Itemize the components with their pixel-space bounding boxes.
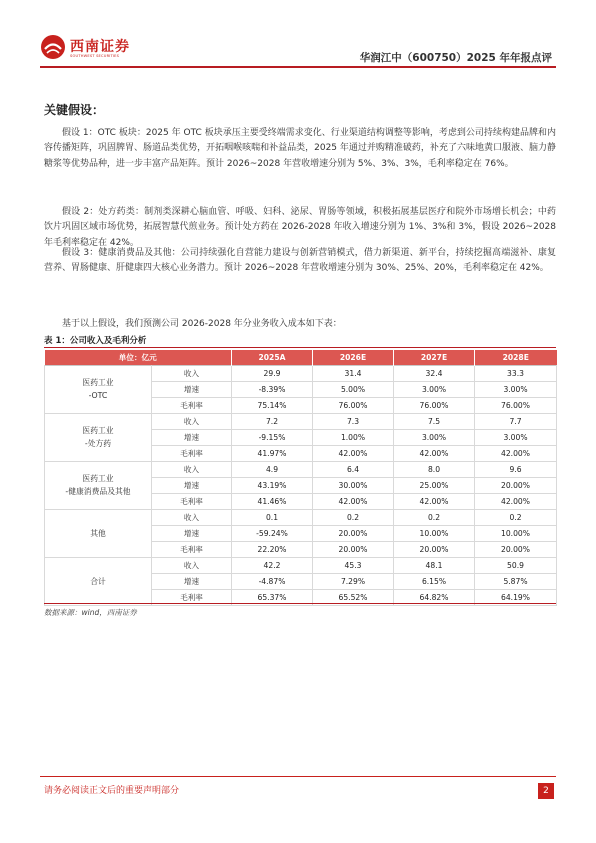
value-cell: 30.00% — [313, 477, 394, 493]
footer-disclaimer: 请务必阅读正文后的重要声明部分 — [44, 786, 180, 796]
data-source-note: 数据来源：wind，西南证券 — [44, 608, 137, 617]
value-cell: 7.29% — [313, 573, 394, 589]
revenue-margin-table — [44, 350, 557, 606]
value-cell: 7.7 — [475, 413, 557, 429]
year-header: 2027E — [394, 350, 475, 365]
value-cell: 29.9 — [232, 365, 313, 381]
value-cell: 7.2 — [232, 413, 313, 429]
value-cell: 6.15% — [394, 573, 475, 589]
value-cell: 3.00% — [475, 429, 557, 445]
value-cell: 45.3 — [313, 557, 394, 573]
value-cell: 43.19% — [232, 477, 313, 493]
value-cell: 42.00% — [313, 445, 394, 461]
value-cell: 8.0 — [394, 461, 475, 477]
value-cell: -9.15% — [232, 429, 313, 445]
logo-mark-icon — [40, 34, 66, 60]
logo-subtext: SOUTHWEST SECURITIES — [70, 54, 120, 58]
value-cell: 42.00% — [394, 493, 475, 509]
segment-label-line: -处方药 — [84, 439, 112, 448]
value-cell: -8.39% — [232, 381, 313, 397]
metric-label: 收入 — [152, 461, 232, 477]
metric-label: 毛利率 — [152, 493, 232, 509]
table-bottom-rule — [44, 603, 556, 604]
table-row — [45, 413, 557, 429]
segment-label — [45, 461, 152, 509]
metric-label: 收入 — [152, 365, 232, 381]
value-cell: 76.00% — [475, 397, 557, 413]
report-title: 华润江中（600750）2025 年年报点评 — [359, 52, 552, 64]
value-cell: 7.3 — [313, 413, 394, 429]
value-cell: 41.97% — [232, 445, 313, 461]
value-cell: 75.14% — [232, 397, 313, 413]
value-cell: 20.00% — [313, 525, 394, 541]
value-cell: 9.6 — [475, 461, 557, 477]
value-cell: 10.00% — [394, 525, 475, 541]
value-cell: 32.4 — [394, 365, 475, 381]
segment-label — [45, 557, 152, 605]
year-header: 2028E — [475, 350, 557, 365]
segment-label-line: 医药工业 — [82, 426, 114, 435]
value-cell: 64.19% — [475, 589, 557, 605]
value-cell: 0.1 — [232, 509, 313, 525]
table-top-rule — [44, 347, 556, 348]
value-cell: 33.3 — [475, 365, 557, 381]
value-cell: 6.4 — [313, 461, 394, 477]
value-cell: -4.87% — [232, 573, 313, 589]
value-cell: 31.4 — [313, 365, 394, 381]
value-cell: 48.1 — [394, 557, 475, 573]
section-title: 关键假设： — [44, 103, 105, 117]
metric-label: 收入 — [152, 509, 232, 525]
company-logo — [40, 30, 140, 66]
value-cell: 0.2 — [313, 509, 394, 525]
value-cell: 3.00% — [394, 429, 475, 445]
metric-label: 增速 — [152, 477, 232, 493]
table-row — [45, 509, 557, 525]
metric-label: 增速 — [152, 381, 232, 397]
value-cell: 4.9 — [232, 461, 313, 477]
table-row — [45, 557, 557, 573]
value-cell: 20.00% — [394, 541, 475, 557]
segment-label-line: 医药工业 — [82, 474, 114, 483]
value-cell: 42.00% — [313, 493, 394, 509]
value-cell: 20.00% — [475, 477, 557, 493]
value-cell: 42.00% — [475, 445, 557, 461]
value-cell: 50.9 — [475, 557, 557, 573]
assumption-paragraph-2: 假设 2：处方药类：制剂类深耕心脑血管、呼吸、妇科、泌尿、胃肠等领域，积极拓展基层医疗和院外市场增长机会；中药饮片巩固区域市场优势，拓展智慧代煎业务。预计处方药在 2026-2028 年收入增速分别为 1%、3%和 3%，假设 2026~2028 年毛利率稳定在 42%。 — [44, 207, 556, 248]
segment-label — [45, 509, 152, 557]
table-row — [45, 365, 557, 381]
metric-label: 增速 — [152, 429, 232, 445]
value-cell: 0.2 — [475, 509, 557, 525]
value-cell: 7.5 — [394, 413, 475, 429]
unit-header: 单位：亿元 — [45, 350, 232, 365]
value-cell: 3.00% — [394, 381, 475, 397]
value-cell: 65.37% — [232, 589, 313, 605]
value-cell: 64.82% — [394, 589, 475, 605]
assumption-paragraph-1: 假设 1：OTC 板块：2025 年 OTC 板块承压主要受终端需求变化、行业渠道结构调整等影响，考虑到公司持续构建品牌和内容传播矩阵，巩固脾胃、肠道品类优势，开拓咽喉咳喘和补益品类，2025 年通过并购精准破药，补充了六味地黄口服液、脑力静糖浆等优势品种，进一步丰富产品矩阵。预计 2026~2028 年营收增速分别为 5%、3%、3%，毛利率稳定在 76%。 — [44, 128, 556, 169]
value-cell: 5.87% — [475, 573, 557, 589]
metric-label: 增速 — [152, 573, 232, 589]
segment-label-line: 医药工业 — [82, 378, 114, 387]
metric-label: 毛利率 — [152, 541, 232, 557]
segment-label-line: -健康消费品及其他 — [65, 487, 131, 496]
metric-label: 毛利率 — [152, 397, 232, 413]
year-header: 2026E — [313, 350, 394, 365]
value-cell: 65.52% — [313, 589, 394, 605]
metric-label: 收入 — [152, 557, 232, 573]
value-cell: 42.00% — [475, 493, 557, 509]
value-cell: 5.00% — [313, 381, 394, 397]
year-header: 2025A — [232, 350, 313, 365]
segment-label-line: 合计 — [90, 576, 106, 586]
value-cell: 20.00% — [313, 541, 394, 557]
value-cell: 1.00% — [313, 429, 394, 445]
value-cell: 42.00% — [394, 445, 475, 461]
value-cell: 76.00% — [313, 397, 394, 413]
value-cell: 10.00% — [475, 525, 557, 541]
table-row — [45, 461, 557, 477]
segment-label — [45, 413, 152, 461]
segment-label — [45, 365, 152, 413]
value-cell: 76.00% — [394, 397, 475, 413]
value-cell: 25.00% — [394, 477, 475, 493]
page-number: 2 — [538, 783, 554, 799]
value-cell: 41.46% — [232, 493, 313, 509]
forecast-intro-paragraph: 基于以上假设，我们预测公司 2026-2028 年分业务收入成本如下表： — [62, 319, 342, 329]
segment-label-line: 其他 — [90, 528, 106, 538]
value-cell: 3.00% — [475, 381, 557, 397]
table-caption: 表 1：公司收入及毛利分析 — [44, 336, 147, 346]
value-cell: 42.2 — [232, 557, 313, 573]
value-cell: 22.20% — [232, 541, 313, 557]
footer-divider — [40, 776, 556, 777]
segment-label-line: -OTC — [88, 391, 108, 400]
table-header-row — [45, 350, 557, 365]
metric-label: 收入 — [152, 413, 232, 429]
header-divider — [40, 66, 556, 68]
metric-label: 增速 — [152, 525, 232, 541]
logo-text: 西南证券 — [70, 39, 130, 55]
assumption-paragraph-3: 假设 3：健康消费品及其他：公司持续强化自营能力建设与创新营销模式，借力新渠道、新平台，持续挖掘高端滋补、康复营养、胃肠健康、肝健康四大核心业务潜力。预计 2026~2028 年营收增速分别为 30%、25%、20%，毛利率稳定在 42%。 — [44, 248, 556, 274]
metric-label: 毛利率 — [152, 445, 232, 461]
metric-label: 毛利率 — [152, 589, 232, 605]
value-cell: -59.24% — [232, 525, 313, 541]
value-cell: 20.00% — [475, 541, 557, 557]
value-cell: 0.2 — [394, 509, 475, 525]
